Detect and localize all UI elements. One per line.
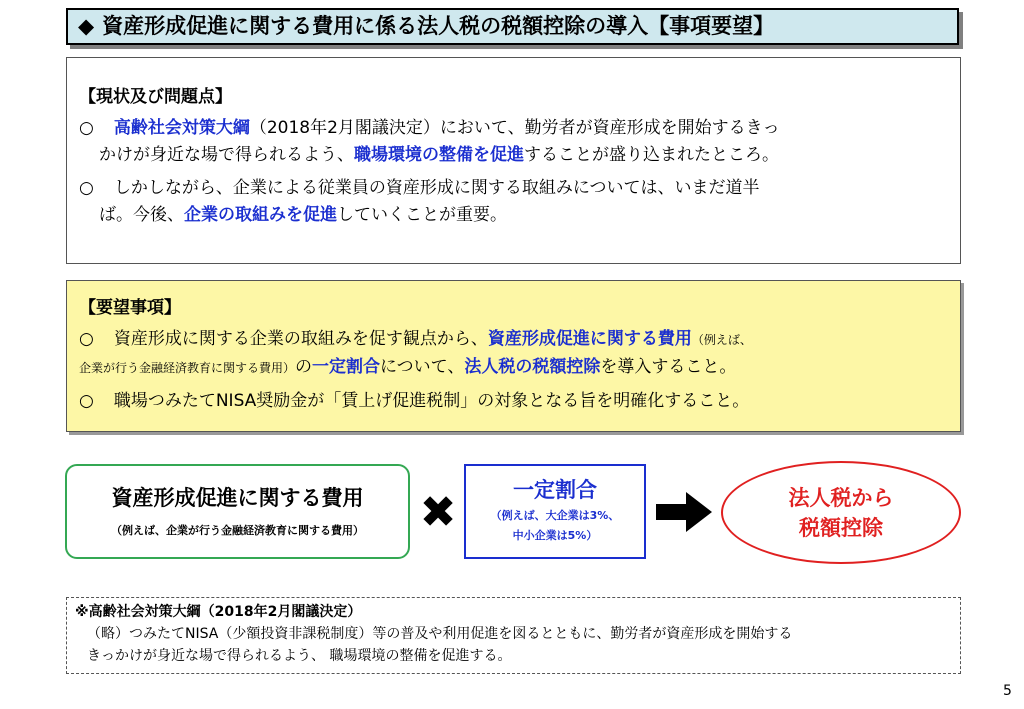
rate-example: （例えば、大企業は3%、 中小企業は5%）	[490, 509, 620, 542]
request-box	[66, 280, 961, 432]
slide-title-text: 資産形成促進に関する費用に係る法人税の税額控除の導入【事項要望】	[102, 14, 775, 38]
tax-credit-line2: 税額控除	[799, 516, 883, 540]
note-line: （略）つみたてNISA（少額投資非課税制度）等の普及や利用促進を図るとともに、勤労者が資産形成を開始する	[87, 626, 793, 642]
current-issues-heading: 【現状及び問題点】	[79, 87, 232, 107]
diamond-icon: ◆	[78, 14, 95, 38]
note-title: ※高齢社会対策大綱（2018年2月閣議決定）	[75, 604, 362, 620]
request-item: ○ 資産形成に関する企業の取組みを促す観点から、資産形成促進に関する費用（例えば、 企業が行う金融経済教育に関する費用）の一定割合について、法人税の税額控除を導入すること。	[79, 329, 752, 377]
current-issues-box	[66, 57, 961, 264]
expense-example: （例えば、企業が行う金融経済教育に関する費用）	[111, 524, 364, 537]
bullet-circle-icon: ○	[79, 178, 94, 198]
expense-label: 資産形成促進に関する費用	[111, 486, 364, 510]
request-item: ○ 職場つみたてNISA奨励金が「賃上げ促進税制」の対象となる旨を明確化すること。	[79, 391, 750, 411]
note-box	[66, 597, 961, 674]
slide-title	[66, 8, 959, 45]
bullet-circle-icon: ○	[79, 118, 94, 138]
multiply-icon: ✖	[419, 487, 457, 538]
right-arrow-icon	[656, 492, 712, 532]
tax-credit-line1: 法人税から	[788, 486, 894, 510]
note-line: きっかけが身近な場で得られるよう、 職場環境の整備を促進する。	[87, 648, 512, 664]
bullet-circle-icon: ○	[79, 391, 94, 411]
current-issue-item: ○ しかしながら、企業による従業員の資産形成に関する取組みについては、いまだ道半 ば。今後、企業の取組みを促進していくことが重要。	[79, 178, 760, 225]
rate-box	[464, 464, 646, 559]
rate-label: 一定割合	[513, 478, 597, 502]
tax-credit-ellipse	[721, 461, 961, 564]
current-issue-item: ○ 高齢社会対策大綱（2018年2月閣議決定）において、勤労者が資産形成を開始するきっ かけが身近な場で得られるよう、職場環境の整備を促進することが盛り込まれたところ。	[79, 118, 780, 165]
expense-box	[65, 464, 410, 559]
request-heading: 【要望事項】	[79, 298, 181, 318]
page-number: 5	[1003, 683, 1012, 699]
bullet-circle-icon: ○	[79, 329, 94, 349]
